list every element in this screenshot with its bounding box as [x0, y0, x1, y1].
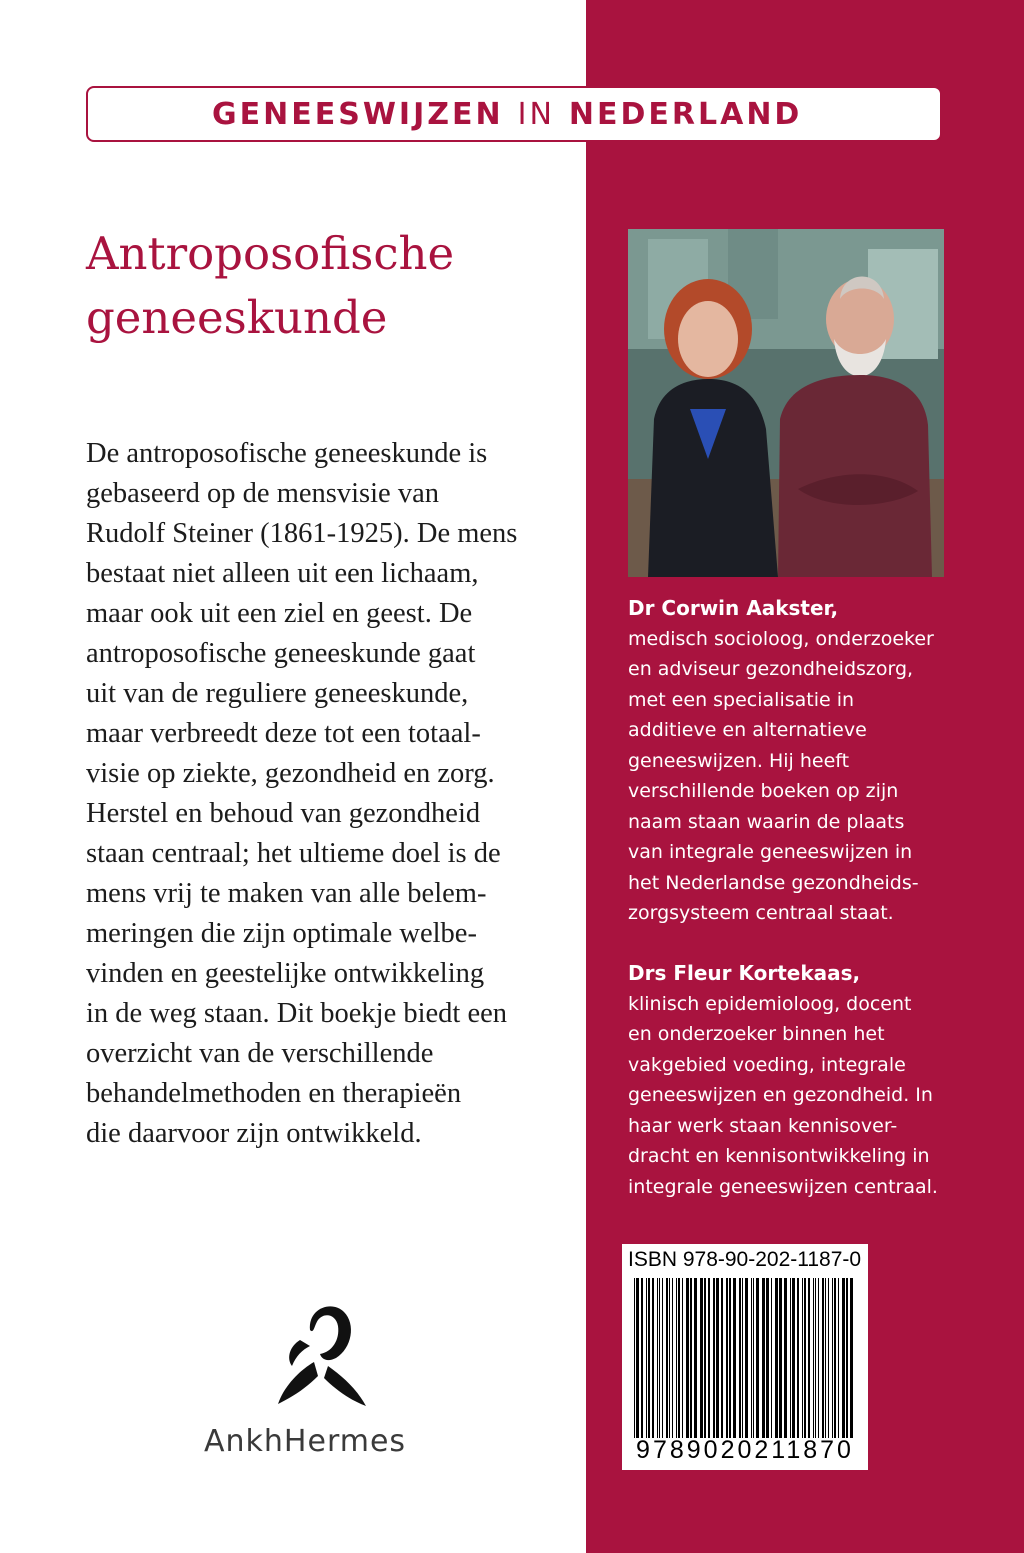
blurb-line: mens vrij te maken van alle belem- — [86, 878, 487, 909]
author-1-bio-line: met een specialisatie in — [628, 688, 855, 711]
barcode-bar — [838, 1278, 839, 1438]
author-1-bio-line: additieve en alternatieve — [628, 719, 867, 741]
barcode-bar — [784, 1278, 787, 1438]
author-2-bio-line: geneeswijzen en gezondheid. In — [628, 1084, 933, 1106]
blurb-line: maar verbreedt deze tot een totaal- — [86, 718, 481, 749]
series-banner — [86, 86, 942, 142]
barcode-bar — [818, 1278, 819, 1438]
author-1-bio-line: het Nederlandse gezondheids- — [628, 871, 919, 894]
barcode-bar — [682, 1278, 683, 1438]
barcode-bar — [641, 1278, 643, 1438]
author-1-name: Dr Corwin Aakster, — [628, 596, 839, 620]
blurb-line: uit van de reguliere geneeskunde, — [86, 678, 469, 709]
blurb-line: visie op ziekte, gezondheid en zorg. — [86, 758, 495, 789]
barcode-bar — [751, 1278, 752, 1438]
blurb-line: meringen die zijn optimale welbe- — [86, 918, 477, 949]
author-1-bio-line: en adviseur gezondheidszorg, — [628, 658, 914, 680]
barcode-bar — [690, 1278, 692, 1438]
author-2-name: Drs Fleur Kortekaas, — [628, 961, 861, 985]
barcode-bar — [733, 1278, 736, 1438]
author-1-bio-line: naam staan waarin de plaats — [628, 810, 905, 833]
author-bio-1 — [628, 593, 958, 929]
barcode-bar — [678, 1278, 680, 1438]
barcode-bar — [766, 1278, 769, 1438]
blurb-line: Rudolf Steiner (1861-1925). De mens — [86, 518, 518, 549]
barcode-bar — [716, 1278, 719, 1438]
author-1-bio-line: geneeswijzen. Hij heeft — [628, 749, 850, 772]
blurb-line: maar ook uit een ziel en geest. De — [86, 598, 473, 629]
barcode-bar — [686, 1278, 689, 1438]
isbn-label: ISBN 978-90-202-1187-0 — [628, 1248, 862, 1271]
barcode-bar — [669, 1278, 670, 1438]
barcode-bar — [834, 1278, 836, 1438]
barcode-bar — [825, 1278, 826, 1438]
barcode-bar — [666, 1278, 668, 1438]
blurb-line: De antroposofische geneeskunde is — [86, 438, 488, 469]
barcode-bar — [713, 1278, 715, 1438]
author-1-bio-line: van integrale geneeswijzen in — [628, 841, 913, 863]
barcode-bar — [813, 1278, 814, 1438]
series-word-1: GENEESWIJZEN — [212, 96, 504, 132]
barcode-bar — [745, 1278, 748, 1438]
barcode-bar — [652, 1278, 654, 1438]
author-2-bio-line: integrale geneeswijzen centraal. — [628, 1175, 938, 1198]
barcode-bar — [676, 1278, 677, 1438]
author-1-bio-line: zorgsysteem centraal staat. — [628, 902, 894, 924]
barcode-bar — [726, 1278, 728, 1438]
barcode-bar — [739, 1278, 741, 1438]
barcode-bar — [828, 1278, 829, 1438]
series-word-2: IN — [517, 96, 555, 132]
barcode-bar — [842, 1278, 845, 1438]
barcode-bar — [636, 1278, 639, 1438]
barcode-bar — [808, 1278, 810, 1438]
barcode-bar — [729, 1278, 731, 1438]
barcode-bar — [850, 1278, 853, 1438]
barcode-bar — [648, 1278, 650, 1438]
barcode-bar — [657, 1278, 658, 1438]
barcode-bar — [822, 1278, 824, 1438]
barcode-bar — [762, 1278, 765, 1438]
author-1-bio-line: medisch socioloog, onderzoeker — [628, 627, 934, 650]
barcode-digits: 9789020211870 — [636, 1436, 854, 1464]
author-photo — [628, 229, 944, 577]
barcode-bar — [672, 1278, 673, 1438]
barcode-bar — [792, 1278, 795, 1438]
barcode-bar — [700, 1278, 703, 1438]
barcode-bar — [662, 1278, 663, 1438]
author-2-bio-line: haar werk staan kennisover- — [628, 1114, 898, 1137]
barcode-bar — [704, 1278, 706, 1438]
blurb-line: vinden en geestelijke ontwikkeling — [86, 958, 485, 989]
author-1-bio-line: verschillende boeken op zijn — [628, 780, 899, 802]
barcode-bar — [634, 1278, 635, 1438]
blurb-line: staan centraal; het ultieme doel is de — [86, 838, 501, 869]
blurb-line: behandelmethoden en therapieën — [86, 1078, 462, 1109]
barcode-bar — [815, 1278, 816, 1438]
author-bio-2 — [628, 958, 958, 1202]
author-2-bio-line: klinisch epidemioloog, docent — [628, 992, 912, 1015]
barcode-bar — [771, 1278, 772, 1438]
barcode-bar — [775, 1278, 778, 1438]
blurb-line: die daarvoor zijn ontwikkeld. — [86, 1118, 422, 1149]
barcode-bar — [832, 1278, 833, 1438]
barcode-bar — [756, 1278, 759, 1438]
barcode-bar — [646, 1278, 647, 1438]
blurb-line: antroposofische geneeskunde gaat — [86, 638, 476, 669]
barcode-bar — [846, 1278, 848, 1438]
blurb-line: Herstel en behoud van gezondheid — [86, 798, 481, 829]
author-2-bio-line: en onderzoeker binnen het — [628, 1023, 885, 1045]
barcode-bar — [742, 1278, 743, 1438]
barcode-bar — [790, 1278, 791, 1438]
barcode-bar — [694, 1278, 697, 1438]
title-line-2: geneeskunde — [86, 291, 388, 344]
barcode-bar — [797, 1278, 799, 1438]
publisher-name: AnkhHermes — [204, 1424, 407, 1459]
barcode-box — [622, 1244, 868, 1470]
barcode-bar — [804, 1278, 806, 1438]
blurb-line: overzicht van de verschillende — [86, 1038, 434, 1069]
blurb-line: in de weg staan. Dit boekje biedt een — [86, 998, 508, 1029]
book-title — [86, 222, 566, 350]
author-2-bio-line: vakgebied voeding, integrale — [628, 1053, 906, 1076]
barcode-icon — [632, 1278, 858, 1438]
author-2-bio-line: dracht en kennisontwikkeling in — [628, 1145, 930, 1167]
barcode-bar — [802, 1278, 803, 1438]
title-line-1: Antroposofische — [86, 227, 455, 280]
barcode-bar — [753, 1278, 754, 1438]
blurb-line: bestaat niet alleen uit een lichaam, — [86, 558, 479, 589]
barcode-bar — [721, 1278, 723, 1438]
barcode-bar — [708, 1278, 710, 1438]
series-word-3: NEDERLAND — [568, 96, 803, 132]
barcode-bar — [659, 1278, 660, 1438]
blurb-line: gebaseerd op de mensvisie van — [86, 478, 439, 509]
ankhhermes-logo-icon — [270, 1300, 380, 1420]
blurb-text — [86, 434, 576, 1154]
barcode-bar — [779, 1278, 782, 1438]
